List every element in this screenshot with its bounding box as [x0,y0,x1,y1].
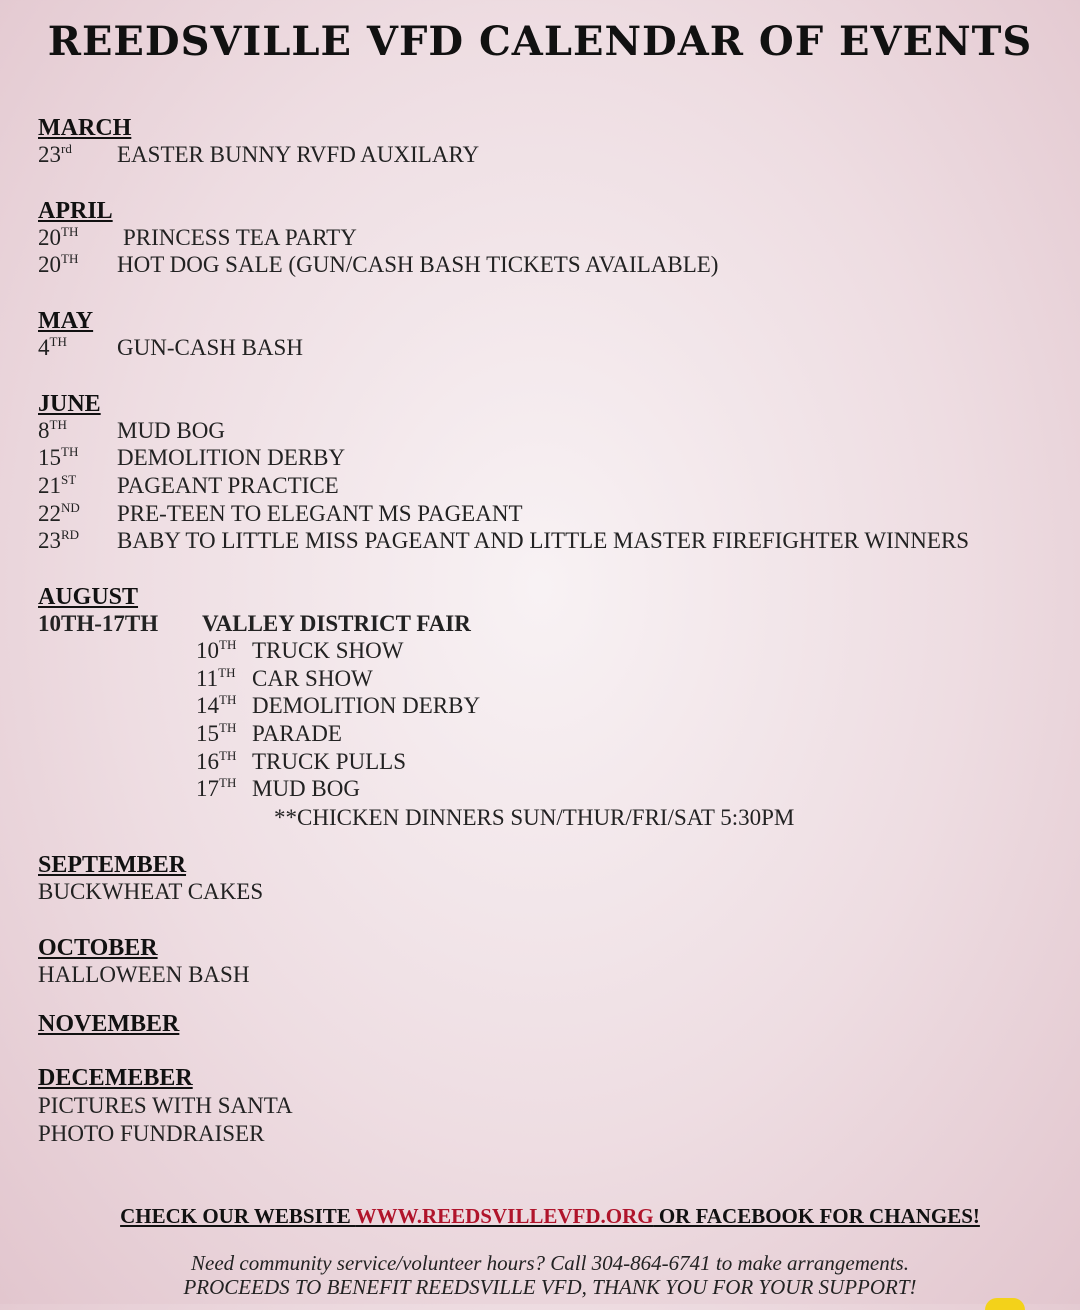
event-date: 20TH [38,224,79,250]
event-name: CAR SHOW [252,666,373,691]
event-name: EASTER BUNNY RVFD AUXILARY [117,142,480,167]
event-date: 4TH [38,334,67,360]
event-date: 16TH [196,748,237,774]
month-heading-november: NOVEMBER [38,1011,180,1037]
event-date: 15TH [38,444,79,470]
event-name: PRINCESS TEA PARTY [123,225,357,250]
event-name: PICTURES WITH SANTA [38,1093,293,1118]
event-name: MUD BOG [117,418,225,443]
event-name: MUD BOG [252,776,360,801]
event-name: PARADE [252,721,342,746]
website-notice-suffix: OR FACEBOOK FOR CHANGES! [653,1204,980,1228]
event-name: PHOTO FUNDRAISER [38,1121,265,1146]
month-heading-september: SEPTEMBER [38,852,187,878]
month-heading-april: APRIL [38,198,113,224]
event-name: PRE-TEEN TO ELEGANT MS PAGEANT [117,501,523,526]
event-name: PAGEANT PRACTICE [117,473,339,498]
event-date: 10TH [196,637,237,663]
corner-badge-icon [985,1298,1025,1310]
fair-date-range: 10TH-17TH [38,611,159,636]
month-heading-may: MAY [38,308,94,334]
event-name: BABY TO LITTLE MISS PAGEANT AND LITTLE MASTER FIREFIGHTER WINNERS [117,528,970,553]
event-date: 23rd [38,141,72,167]
event-name: BUCKWHEAT CAKES [38,879,264,904]
event-name: HOT DOG SALE (GUN/CASH BASH TICKETS AVAILABLE) [117,252,719,277]
event-date: 14TH [196,692,237,718]
event-date: 8TH [38,417,67,443]
event-name: DEMOLITION DERBY [252,693,481,718]
chicken-dinner-note: **CHICKEN DINNERS SUN/THUR/FRI/SAT 5:30PM [274,805,795,830]
event-date: 11TH [196,665,236,691]
month-heading-december: DECEMEBER [38,1065,193,1091]
event-date: 23RD [38,527,80,553]
fair-title: VALLEY DISTRICT FAIR [202,611,471,636]
event-date: 15TH [196,720,237,746]
website-link[interactable]: WWW.REEDSVILLEVFD.ORG [355,1204,654,1228]
event-date: 17TH [196,775,237,801]
community-service-line: Need community service/volunteer hours? Call 304-864-6741 to make arrangements. [191,1251,909,1275]
event-date: 21ST [38,472,77,498]
month-heading-june: JUNE [38,391,101,417]
event-name: DEMOLITION DERBY [117,445,346,470]
footer-notes [0,1251,1080,1299]
event-name: TRUCK PULLS [252,749,406,774]
page-title: REEDSVILLE VFD CALENDAR OF EVENTS [47,18,1033,65]
proceeds-line: PROCEEDS TO BENEFIT REEDSVILLE VFD, THANK YOU FOR YOUR SUPPORT! [183,1275,917,1299]
event-name: TRUCK SHOW [252,638,404,663]
website-notice-prefix: CHECK OUR WEBSITE [120,1204,356,1228]
event-date: 20TH [38,251,79,277]
website-notice [0,1204,1080,1229]
month-heading-august: AUGUST [38,584,139,610]
event-name: GUN-CASH BASH [117,335,303,360]
month-heading-march: MARCH [38,115,132,141]
event-name: HALLOWEEN BASH [38,962,250,987]
event-date: 22ND [38,500,80,526]
month-heading-october: OCTOBER [38,935,158,961]
